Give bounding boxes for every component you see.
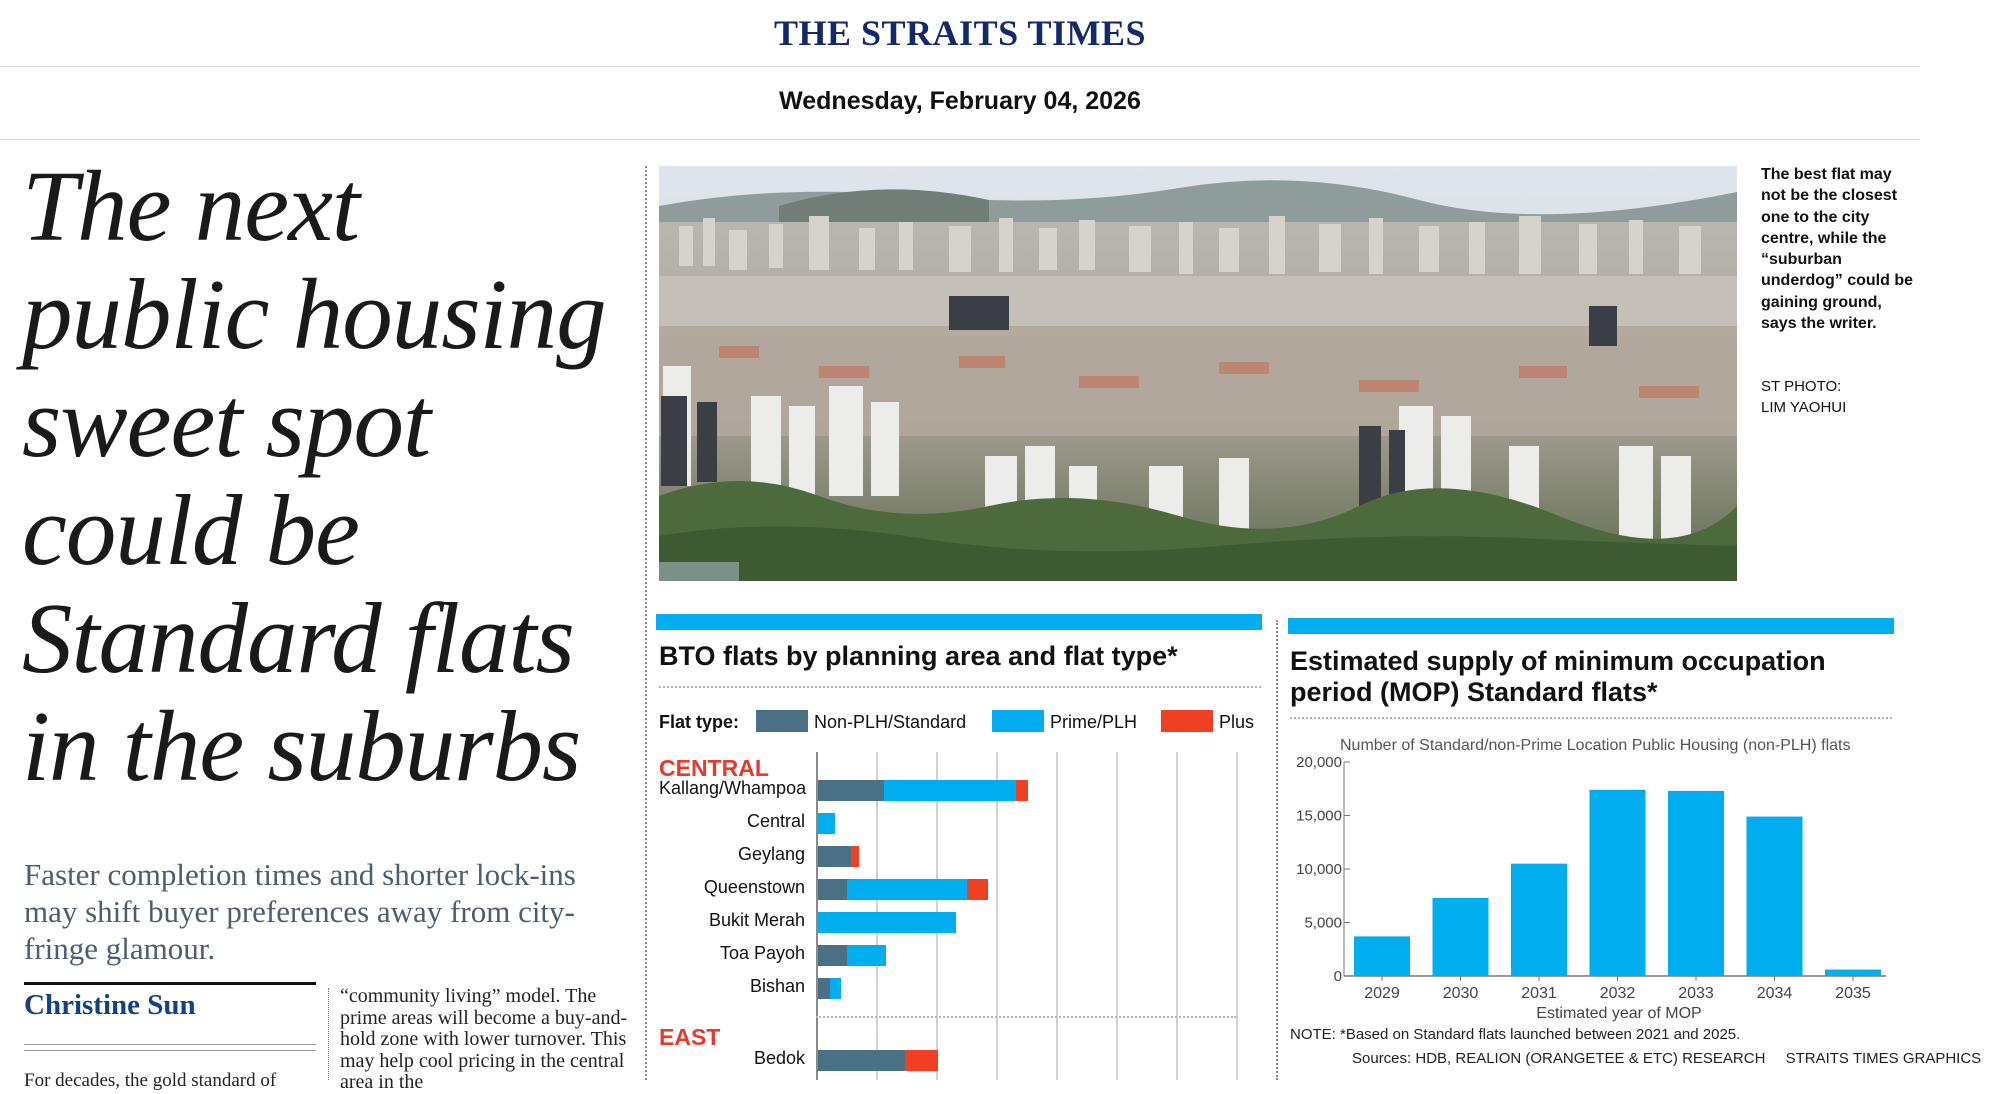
article-body-left: For decades, the gold standard of xyxy=(24,1070,277,1091)
bar xyxy=(1825,970,1881,976)
bar-segment xyxy=(818,780,884,801)
dateline xyxy=(0,67,1920,140)
byline-divider xyxy=(24,1044,316,1045)
bar xyxy=(1511,864,1567,976)
x-tick-label: 2034 xyxy=(1756,985,1793,1002)
article-standfirst: Faster completion times and shorter lock-ins may shift buyer preferences away from city-fringe glamour. xyxy=(24,857,576,966)
x-axis-label: Estimated year of MOP xyxy=(1536,1005,1702,1022)
graphics-credit: STRAITS TIMES GRAPHICS xyxy=(1785,1050,1982,1067)
publication-logo[interactable]: THE STRAITS TIMES xyxy=(774,13,1146,53)
photo-credit xyxy=(1761,376,1911,418)
row-label: Central xyxy=(746,811,805,831)
bar-segment xyxy=(847,945,886,966)
region-separator xyxy=(816,1016,1236,1018)
grid-line xyxy=(1176,752,1178,1080)
headline-line: public housing xyxy=(22,258,606,370)
y-tick-label: 15,000 xyxy=(1296,807,1342,825)
row-label: Geylang xyxy=(737,844,805,864)
headline-line: The next xyxy=(22,150,359,262)
masthead xyxy=(0,0,1920,67)
legend-swatch-standard xyxy=(756,710,808,732)
bar-segment xyxy=(818,945,847,966)
city-skyline-photo xyxy=(659,166,1737,581)
chart-divider xyxy=(1290,717,1892,719)
mop-chart-subtitle: Number of Standard/non-Prime Location Public Housing (non-PLH) flats xyxy=(1340,737,1851,754)
row-label: Bedok xyxy=(753,1048,805,1068)
article-headline xyxy=(22,152,642,800)
bar-segment xyxy=(818,1050,905,1071)
y-tick-label: 5,000 xyxy=(1304,914,1342,932)
grid-line xyxy=(996,752,998,1080)
row-label: Bishan xyxy=(749,976,805,996)
headline-line: Standard flats xyxy=(22,582,574,694)
bar-segment xyxy=(884,780,1016,801)
chart-divider xyxy=(659,686,1261,688)
bar-segment xyxy=(818,846,851,867)
byline-rule xyxy=(24,982,316,985)
legend-label: Flat type: xyxy=(659,712,740,732)
bar-segment xyxy=(967,879,988,900)
bar-segment xyxy=(1016,780,1028,801)
bar xyxy=(1433,898,1489,976)
bar-segment xyxy=(818,879,847,900)
author-byline[interactable]: Christine Sun xyxy=(24,989,196,1021)
bar-segment xyxy=(847,879,967,900)
bto-chart-title: BTO flats by planning area and flat type* xyxy=(659,641,1178,671)
bar xyxy=(1668,791,1724,976)
region-label-east: EAST xyxy=(659,1024,721,1050)
row-label: Toa Payoh xyxy=(719,943,805,963)
chart-note: NOTE: *Based on Standard flats launched between 2021 and 2025. xyxy=(1290,1026,1741,1043)
photo-credit-label: ST PHOTO: xyxy=(1761,378,1842,395)
photo-caption: The best flat may not be the closest one to the city centre, while the “suburban underdog” could be gaining ground, says the writer. xyxy=(1761,166,1913,333)
publication-date: Wednesday, February 04, 2026 xyxy=(779,87,1141,115)
legend-text-plus: Plus xyxy=(1219,712,1255,732)
bar-segment xyxy=(818,978,830,999)
x-tick-label: 2031 xyxy=(1521,985,1557,1002)
y-tick-label: 10,000 xyxy=(1296,861,1342,878)
chart-accent-bar xyxy=(1288,618,1894,634)
x-tick-label: 2029 xyxy=(1364,985,1400,1002)
bar xyxy=(1354,936,1410,976)
chart-column-divider xyxy=(1276,620,1278,1080)
headline-line: could be xyxy=(22,474,359,586)
x-tick-label: 2032 xyxy=(1599,985,1636,1002)
bar xyxy=(1590,790,1646,976)
headline-line: in the suburbs xyxy=(22,690,581,802)
mop-chart-plot xyxy=(1286,740,1902,1026)
grid-line xyxy=(1236,752,1238,1080)
legend-swatch-plus xyxy=(1161,710,1213,732)
bar-segment xyxy=(818,813,835,834)
row-label: Kallang/Whampoa xyxy=(659,778,807,798)
bar-segment xyxy=(818,912,956,933)
y-tick-label: 20,000 xyxy=(1296,754,1342,771)
grid-line xyxy=(1116,752,1118,1080)
sources-text: Sources: HDB, REALION (ORANGETEE & ETC) RESEARCH xyxy=(1352,1050,1766,1067)
bar-segment xyxy=(830,978,841,999)
byline-divider xyxy=(24,1050,316,1051)
row-label: Queenstown xyxy=(703,877,805,897)
main-column-divider xyxy=(645,166,647,1080)
x-tick-label: 2030 xyxy=(1442,985,1479,1002)
legend-text-prime: Prime/PLH xyxy=(1050,712,1138,732)
article-body-right: “community living” model. The prime areas will become a buy-and-hold zone with lower turnover. This may help cool pricing in the central area in the xyxy=(340,985,628,1093)
legend-swatch-prime xyxy=(992,710,1044,732)
chart-sources xyxy=(1352,1050,1997,1067)
bar-segment xyxy=(851,846,859,867)
grid-line xyxy=(1056,752,1058,1080)
x-tick-label: 2035 xyxy=(1835,985,1871,1002)
x-tick-label: 2033 xyxy=(1678,985,1714,1002)
chart-accent-bar xyxy=(656,614,1262,630)
column-divider xyxy=(328,988,329,1080)
bar-segment xyxy=(905,1050,938,1071)
region-label-central: CENTRAL xyxy=(659,755,769,781)
headline-line: sweet spot xyxy=(22,366,431,478)
row-label: Bukit Merah xyxy=(708,910,805,930)
mop-chart-title: Estimated supply of minimum occupation period (MOP) Standard flats* xyxy=(1290,646,1826,707)
article-photo[interactable] xyxy=(659,166,1737,581)
y-tick-label: 0 xyxy=(1333,968,1342,985)
photo-credit-name: LIM YAOHUI xyxy=(1761,399,1847,416)
bar xyxy=(1747,817,1803,976)
legend-text-standard: Non-PLH/Standard xyxy=(814,712,967,732)
